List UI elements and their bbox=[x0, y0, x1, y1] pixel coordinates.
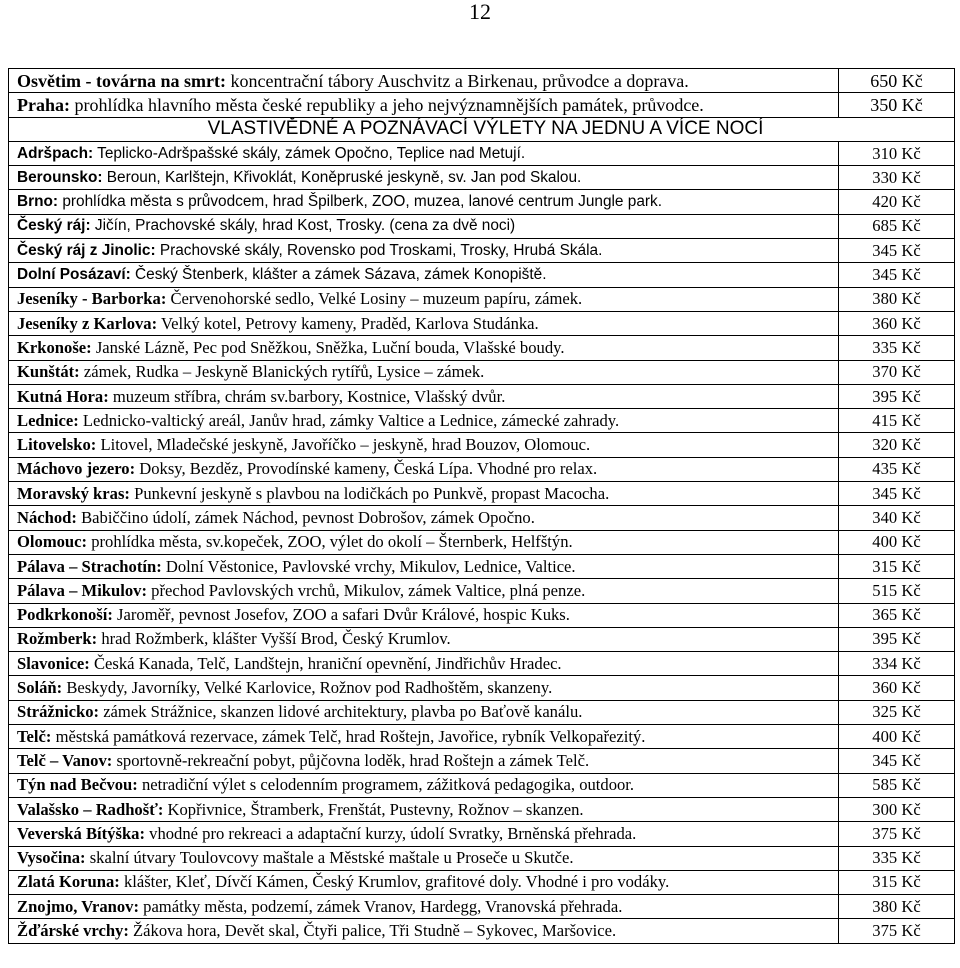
trip-price: 360 Kč bbox=[839, 311, 955, 335]
trip-price: 350 Kč bbox=[839, 93, 955, 117]
trip-row bbox=[9, 822, 955, 846]
trip-description: Český Štenberk, klášter a zámek Sázava, zámek Konopiště. bbox=[130, 266, 547, 284]
trip-description-cell bbox=[9, 214, 839, 238]
trip-price: 345 Kč bbox=[839, 263, 955, 287]
trip-row bbox=[9, 141, 955, 165]
trip-row bbox=[9, 895, 955, 919]
trip-row bbox=[9, 773, 955, 797]
trip-price: 585 Kč bbox=[839, 773, 955, 797]
trip-price: 345 Kč bbox=[839, 239, 955, 263]
trip-place: Máchovo jezero: bbox=[17, 459, 136, 479]
trip-place: Týn nad Bečvou: bbox=[17, 775, 138, 795]
trip-description: Prachovské skály, Rovensko pod Troskami, Trosky, Hrubá Skála. bbox=[155, 241, 603, 259]
trip-description: Beskydy, Javorníky, Velké Karlovice, Rožnov pod Radhoštěm, skanzeny. bbox=[62, 678, 553, 698]
trip-price: 315 Kč bbox=[839, 554, 955, 578]
trip-description-cell bbox=[9, 384, 839, 408]
trip-row bbox=[9, 263, 955, 287]
trip-description-cell bbox=[9, 579, 839, 603]
trip-place: Veverská Bítýška: bbox=[17, 823, 145, 843]
trip-price: 320 Kč bbox=[839, 433, 955, 457]
trip-row bbox=[9, 700, 955, 724]
trip-place: Vysočina: bbox=[17, 848, 86, 868]
trip-rows bbox=[9, 69, 955, 944]
trip-description-cell bbox=[9, 457, 839, 481]
trip-place: Valašsko – Radhošť: bbox=[17, 799, 164, 819]
trip-place: Podkrkonoší: bbox=[17, 605, 113, 625]
trip-description-cell bbox=[9, 287, 839, 311]
trip-description: Litovel, Mladečské jeskyně, Javoříčko – jeskyně, hrad Bouzov, Olomouc. bbox=[96, 435, 591, 455]
trip-row bbox=[9, 725, 955, 749]
trip-description: koncentrační tábory Auschvitz a Birkenau, průvodce a doprava. bbox=[225, 70, 689, 91]
trip-price-table bbox=[8, 68, 955, 944]
trip-place: Rožmberk: bbox=[17, 629, 98, 649]
trip-description-cell bbox=[9, 239, 839, 263]
trip-row bbox=[9, 919, 955, 943]
trip-description: zámek, Rudka – Jeskyně Blanických rytířů, Lysice – zámek. bbox=[79, 362, 485, 382]
trip-place: Telč – Vanov: bbox=[17, 750, 113, 770]
trip-row bbox=[9, 336, 955, 360]
trip-row bbox=[9, 676, 955, 700]
trip-description-cell bbox=[9, 652, 839, 676]
trip-price: 335 Kč bbox=[839, 336, 955, 360]
trip-price: 365 Kč bbox=[839, 603, 955, 627]
trip-price: 400 Kč bbox=[839, 530, 955, 554]
trip-price: 400 Kč bbox=[839, 725, 955, 749]
trip-place: Kutná Hora: bbox=[17, 386, 109, 406]
page-number: 12 bbox=[469, 0, 491, 24]
trip-description-cell bbox=[9, 141, 839, 165]
trip-row bbox=[9, 603, 955, 627]
trip-row bbox=[9, 239, 955, 263]
trip-place: Berounsko: bbox=[17, 168, 103, 186]
trip-description: Česká Kanada, Telč, Landštejn, hraniční opevnění, Jindřichův Hradec. bbox=[89, 653, 562, 673]
trip-description: skalní útvary Toulovcovy maštale a Městské maštale u Proseče u Skutče. bbox=[85, 848, 574, 868]
trip-description: vhodné pro rekreaci a adaptační kurzy, údolí Svratky, Brněnská přehrada. bbox=[145, 823, 637, 843]
trip-description-cell bbox=[9, 360, 839, 384]
trip-place: Český ráj z Jinolic: bbox=[17, 241, 156, 259]
trip-row bbox=[9, 554, 955, 578]
trip-price: 420 Kč bbox=[839, 190, 955, 214]
trip-description: Červenohorské sedlo, Velké Losiny – muzeum papíru, zámek. bbox=[166, 289, 583, 309]
trip-row bbox=[9, 579, 955, 603]
trip-price: 334 Kč bbox=[839, 652, 955, 676]
trip-place: Lednice: bbox=[17, 410, 79, 430]
trip-row bbox=[9, 311, 955, 335]
trip-place: Osvětim - továrna na smrt: bbox=[17, 70, 226, 91]
trip-row bbox=[9, 457, 955, 481]
trip-place: Moravský kras: bbox=[17, 483, 130, 503]
trip-row bbox=[9, 69, 955, 93]
trip-description-cell bbox=[9, 93, 839, 117]
trip-description-cell bbox=[9, 603, 839, 627]
trip-description-cell bbox=[9, 895, 839, 919]
trip-row bbox=[9, 214, 955, 238]
trip-description-cell bbox=[9, 482, 839, 506]
trip-price: 310 Kč bbox=[839, 141, 955, 165]
trip-place: Strážnicko: bbox=[17, 702, 100, 722]
trip-description: Beroun, Karlštejn, Křivoklát, Koněpruské jeskyně, sv. Jan pod Skalou. bbox=[102, 168, 582, 186]
trip-description-cell bbox=[9, 725, 839, 749]
trip-place: Praha: bbox=[17, 94, 70, 115]
trip-description: prohlídka města s průvodcem, hrad Špilberk, ZOO, muzea, lanové centrum Jungle park. bbox=[58, 193, 662, 211]
trip-description-cell bbox=[9, 676, 839, 700]
trip-row bbox=[9, 166, 955, 190]
trip-description: Dolní Věstonice, Pavlovské vrchy, Mikulov, Lednice, Valtice. bbox=[161, 556, 576, 576]
trip-place: Zlatá Koruna: bbox=[17, 872, 120, 892]
trip-description: prohlídka hlavního města české republiky a jeho nejvýznamnějších památek, průvodce. bbox=[70, 94, 704, 115]
trip-description: Babiččino údolí, zámek Náchod, pevnost Dobrošov, zámek Opočno. bbox=[76, 507, 535, 527]
trip-place: Kunštát: bbox=[17, 362, 80, 382]
trip-description: Lednicko-valtický areál, Janův hrad, zámky Valtice a Lednice, zámecké zahrady. bbox=[78, 410, 620, 430]
trip-description: Punkevní jeskyně s plavbou na lodičkách po Punkvě, propast Macocha. bbox=[129, 483, 610, 503]
trip-description: zámek Strážnice, skanzen lidové architektury, plavba po Baťově kanálu. bbox=[99, 702, 583, 722]
trip-description: muzeum stříbra, chrám sv.barbory, Kostnice, Vlašský dvůr. bbox=[108, 386, 506, 406]
trip-place: Litovelsko: bbox=[17, 435, 97, 455]
trip-place: Slavonice: bbox=[17, 653, 90, 673]
trip-place: Žďárské vrchy: bbox=[17, 921, 129, 941]
trip-description-cell bbox=[9, 433, 839, 457]
trip-description: Jičín, Prachovské skály, hrad Kost, Trosky. (cena za dvě noci) bbox=[90, 217, 516, 235]
trip-place: Český ráj: bbox=[17, 217, 91, 235]
trip-place: Telč: bbox=[17, 726, 52, 746]
trip-description-cell bbox=[9, 627, 839, 651]
trip-price: 335 Kč bbox=[839, 846, 955, 870]
trip-description: Jaroměř, pevnost Josefov, ZOO a safari Dvůr Králové, hospic Kuks. bbox=[112, 605, 570, 625]
trip-row bbox=[9, 287, 955, 311]
trip-description-cell bbox=[9, 773, 839, 797]
trip-place: Náchod: bbox=[17, 507, 77, 527]
trip-price: 370 Kč bbox=[839, 360, 955, 384]
trip-place: Adršpach: bbox=[17, 144, 94, 162]
trip-description-cell bbox=[9, 870, 839, 894]
trip-description-cell bbox=[9, 846, 839, 870]
trip-description-cell bbox=[9, 797, 839, 821]
trip-description-cell bbox=[9, 336, 839, 360]
trip-price: 515 Kč bbox=[839, 579, 955, 603]
trip-price: 315 Kč bbox=[839, 870, 955, 894]
trip-row bbox=[9, 360, 955, 384]
trip-row bbox=[9, 482, 955, 506]
trip-description-cell bbox=[9, 190, 839, 214]
trip-price: 325 Kč bbox=[839, 700, 955, 724]
trip-row bbox=[9, 93, 955, 117]
trip-row bbox=[9, 384, 955, 408]
trip-place: Dolní Posázaví: bbox=[17, 266, 131, 284]
trip-description: Žákova hora, Devět skal, Čtyři palice, Tři Studně – Sykovec, Maršovice. bbox=[128, 921, 617, 941]
trip-price: 395 Kč bbox=[839, 627, 955, 651]
trip-row bbox=[9, 433, 955, 457]
trip-row bbox=[9, 652, 955, 676]
trip-description: památky města, podzemí, zámek Vranov, Hardegg, Vranovská přehrada. bbox=[139, 896, 623, 916]
trip-description-cell bbox=[9, 554, 839, 578]
trip-description-cell bbox=[9, 69, 839, 93]
trip-description: klášter, Kleť, Dívčí Kámen, Český Krumlov, grafitové doly. Vhodné i pro vodáky. bbox=[119, 872, 670, 892]
trip-price: 330 Kč bbox=[839, 166, 955, 190]
trip-description: Kopřivnice, Štramberk, Frenštát, Pustevny, Rožnov – skanzen. bbox=[163, 799, 584, 819]
trip-row bbox=[9, 409, 955, 433]
trip-description: Doksy, Bezděz, Provodínské kameny, Česká Lípa. Vhodné pro relax. bbox=[135, 459, 598, 479]
trip-description: netradiční výlet s celodenním programem, zážitková pedagogika, outdoor. bbox=[137, 775, 635, 795]
trip-price: 360 Kč bbox=[839, 676, 955, 700]
trip-row bbox=[9, 870, 955, 894]
trip-place: Jeseníky - Barborka: bbox=[17, 289, 167, 309]
trip-description-cell bbox=[9, 822, 839, 846]
trip-description-cell bbox=[9, 263, 839, 287]
trip-row bbox=[9, 846, 955, 870]
trip-row bbox=[9, 506, 955, 530]
trip-row bbox=[9, 190, 955, 214]
trip-price: 395 Kč bbox=[839, 384, 955, 408]
trip-place: Jeseníky z Karlova: bbox=[17, 313, 158, 333]
trip-row bbox=[9, 627, 955, 651]
trip-price: 375 Kč bbox=[839, 919, 955, 943]
trip-place: Brno: bbox=[17, 193, 59, 211]
trip-price: 380 Kč bbox=[839, 287, 955, 311]
trip-description-cell bbox=[9, 700, 839, 724]
trip-row bbox=[9, 749, 955, 773]
trip-price: 380 Kč bbox=[839, 895, 955, 919]
trip-price: 345 Kč bbox=[839, 482, 955, 506]
trip-price: 375 Kč bbox=[839, 822, 955, 846]
trip-description-cell bbox=[9, 409, 839, 433]
trip-row bbox=[9, 797, 955, 821]
trip-description-cell bbox=[9, 749, 839, 773]
trip-place: Pálava – Mikulov: bbox=[17, 580, 147, 600]
trip-description: Velký kotel, Petrovy kameny, Praděd, Karlova Studánka. bbox=[157, 313, 539, 333]
trip-description-cell bbox=[9, 919, 839, 943]
trip-description-cell bbox=[9, 506, 839, 530]
trip-price: 415 Kč bbox=[839, 409, 955, 433]
trip-description-cell bbox=[9, 166, 839, 190]
trip-price: 685 Kč bbox=[839, 214, 955, 238]
trip-price: 345 Kč bbox=[839, 749, 955, 773]
trip-place: Znojmo, Vranov: bbox=[17, 896, 139, 916]
trip-description: hrad Rožmberk, klášter Vyšší Brod, Český Krumlov. bbox=[97, 629, 451, 649]
trip-place: Pálava – Strachotín: bbox=[17, 556, 162, 576]
trip-description-cell bbox=[9, 530, 839, 554]
trip-price: 435 Kč bbox=[839, 457, 955, 481]
trip-description: přechod Pavlovských vrchů, Mikulov, zámek Valtice, plná penze. bbox=[147, 580, 586, 600]
trip-description: městská památková rezervace, zámek Telč, hrad Roštejn, Javořice, rybník Velkopařezitý. bbox=[51, 726, 646, 746]
trip-place: Krkonoše: bbox=[17, 337, 92, 357]
section-heading-row bbox=[9, 117, 955, 141]
trip-price: 650 Kč bbox=[839, 69, 955, 93]
trip-description: prohlídka města, sv.kopeček, ZOO, výlet do okolí – Šternberk, Helfštýn. bbox=[87, 532, 573, 552]
trip-description-cell bbox=[9, 311, 839, 335]
trip-price: 340 Kč bbox=[839, 506, 955, 530]
trip-description: Teplicko-Adršpašské skály, zámek Opočno, Teplice nad Metují. bbox=[93, 144, 526, 162]
trip-description: sportovně-rekreační pobyt, půjčovna loděk, hrad Roštejn a zámek Telč. bbox=[112, 750, 590, 770]
trip-place: Soláň: bbox=[17, 678, 63, 698]
trip-description: Janské Lázně, Pec pod Sněžkou, Sněžka, Luční bouda, Vlašské boudy. bbox=[91, 337, 565, 357]
trip-place: Olomouc: bbox=[17, 532, 88, 552]
section-heading: VLASTIVĚDNÉ A POZNÁVACÍ VÝLETY NA JEDNU A VÍCE NOCÍ bbox=[9, 117, 955, 141]
trip-row bbox=[9, 530, 955, 554]
trip-price: 300 Kč bbox=[839, 797, 955, 821]
